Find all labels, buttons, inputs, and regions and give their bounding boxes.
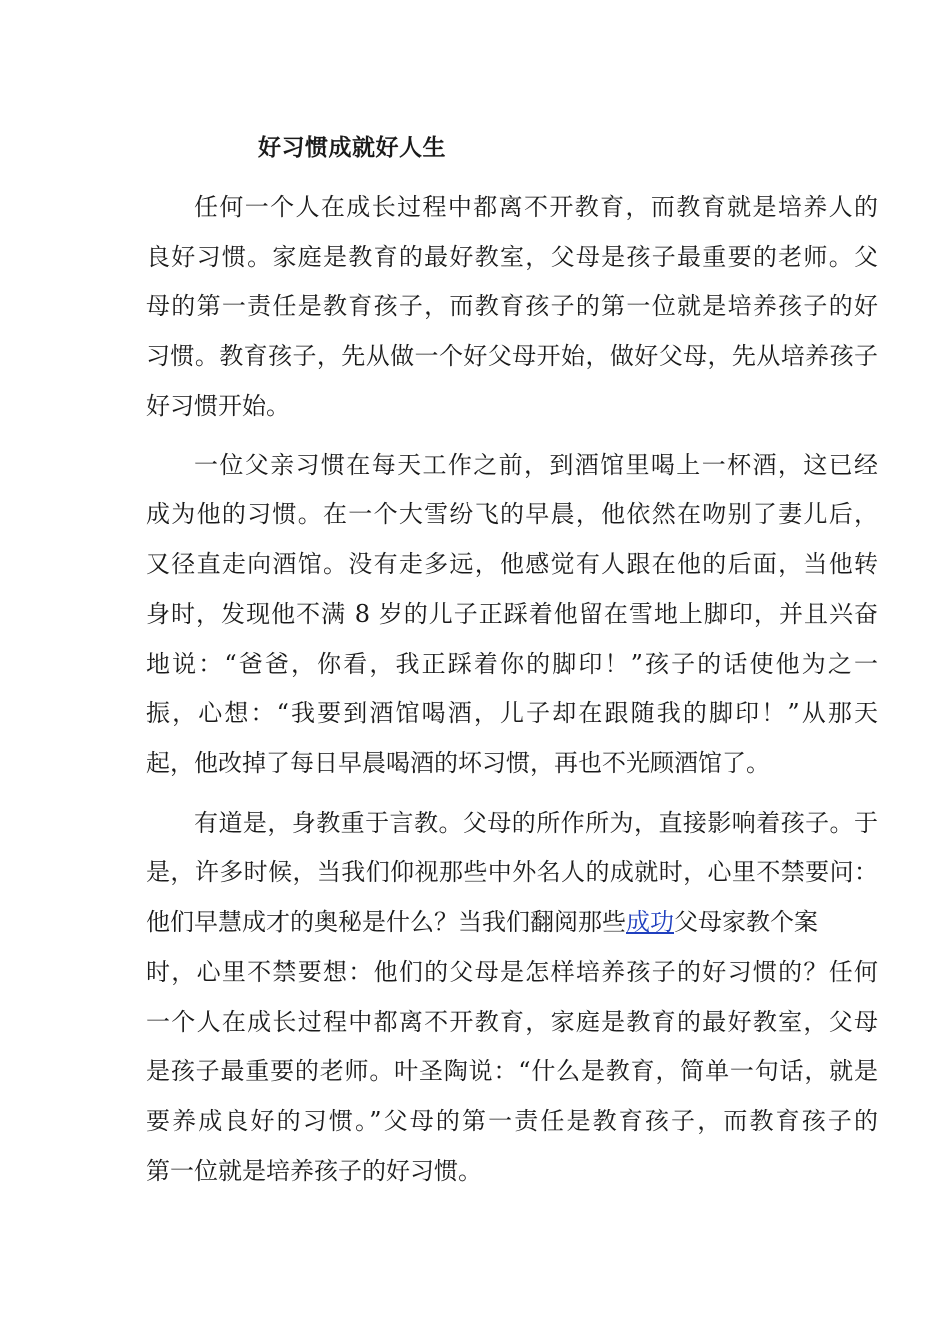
paragraph-text: 父母家教个案 — [674, 908, 818, 936]
paragraph-line: 时，心里不禁要想：他们的父母是怎样培养孩子的好习惯的？任何 — [146, 958, 878, 986]
success-link[interactable]: 成功 — [626, 908, 674, 936]
paragraph-text: 他们早慧成才的奥秘是什么？当我们翻阅那些 — [146, 908, 626, 936]
paragraph-line: 有道是，身教重于言教。父母的所作所为，直接影响着孩子。于 — [194, 809, 878, 837]
paragraph-line: 习惯。教育孩子，先从做一个好父母开始，做好父母，先从培养孩子 — [146, 342, 878, 370]
paragraph-line: 好习惯开始。 — [146, 392, 290, 420]
paragraph-line: 一位父亲习惯在每天工作之前，到酒馆里喝上一杯酒，这已经 — [194, 451, 878, 479]
document-title: 好习惯成就好人生 — [258, 135, 446, 161]
paragraph-line-with-link — [146, 905, 878, 939]
paragraph-line: 成为他的习惯。在一个大雪纷飞的早晨，他依然在吻别了妻儿后， — [146, 500, 878, 528]
paragraph-line: 任何一个人在成长过程中都离不开教育，而教育就是培养人的 — [194, 193, 878, 221]
paragraph-line: 身时，发现他不满 8 岁的儿子正踩着他留在雪地上脚印，并且兴奋 — [146, 600, 878, 628]
paragraph-line: 起，他改掉了每日早晨喝酒的坏习惯，再也不光顾酒馆了。 — [146, 749, 770, 777]
paragraph-line: 第一位就是培养孩子的好习惯。 — [146, 1157, 482, 1185]
paragraph-line: 振，心想：“我要到酒馆喝酒，儿子却在跟随我的脚印！”从那天 — [146, 699, 878, 727]
paragraph-line: 是孩子最重要的老师。叶圣陶说：“什么是教育，简单一句话，就是 — [146, 1057, 878, 1085]
paragraph-line: 良好习惯。家庭是教育的最好教室，父母是孩子最重要的老师。父 — [146, 243, 878, 271]
paragraph-line: 又径直走向酒馆。没有走多远，他感觉有人跟在他的后面，当他转 — [146, 550, 878, 578]
paragraph-line: 是，许多时候，当我们仰视那些中外名人的成就时，心里不禁要问： — [146, 858, 878, 886]
paragraph-line: 地说：“爸爸，你看，我正踩着你的脚印！”孩子的话使他为之一 — [146, 650, 878, 678]
paragraph-line: 一个人在成长过程中都离不开教育，家庭是教育的最好教室，父母 — [146, 1008, 878, 1036]
paragraph-line: 要养成良好的习惯。”父母的第一责任是教育孩子，而教育孩子的 — [146, 1107, 878, 1135]
paragraph-line: 母的第一责任是教育孩子，而教育孩子的第一位就是培养孩子的好 — [146, 292, 878, 320]
